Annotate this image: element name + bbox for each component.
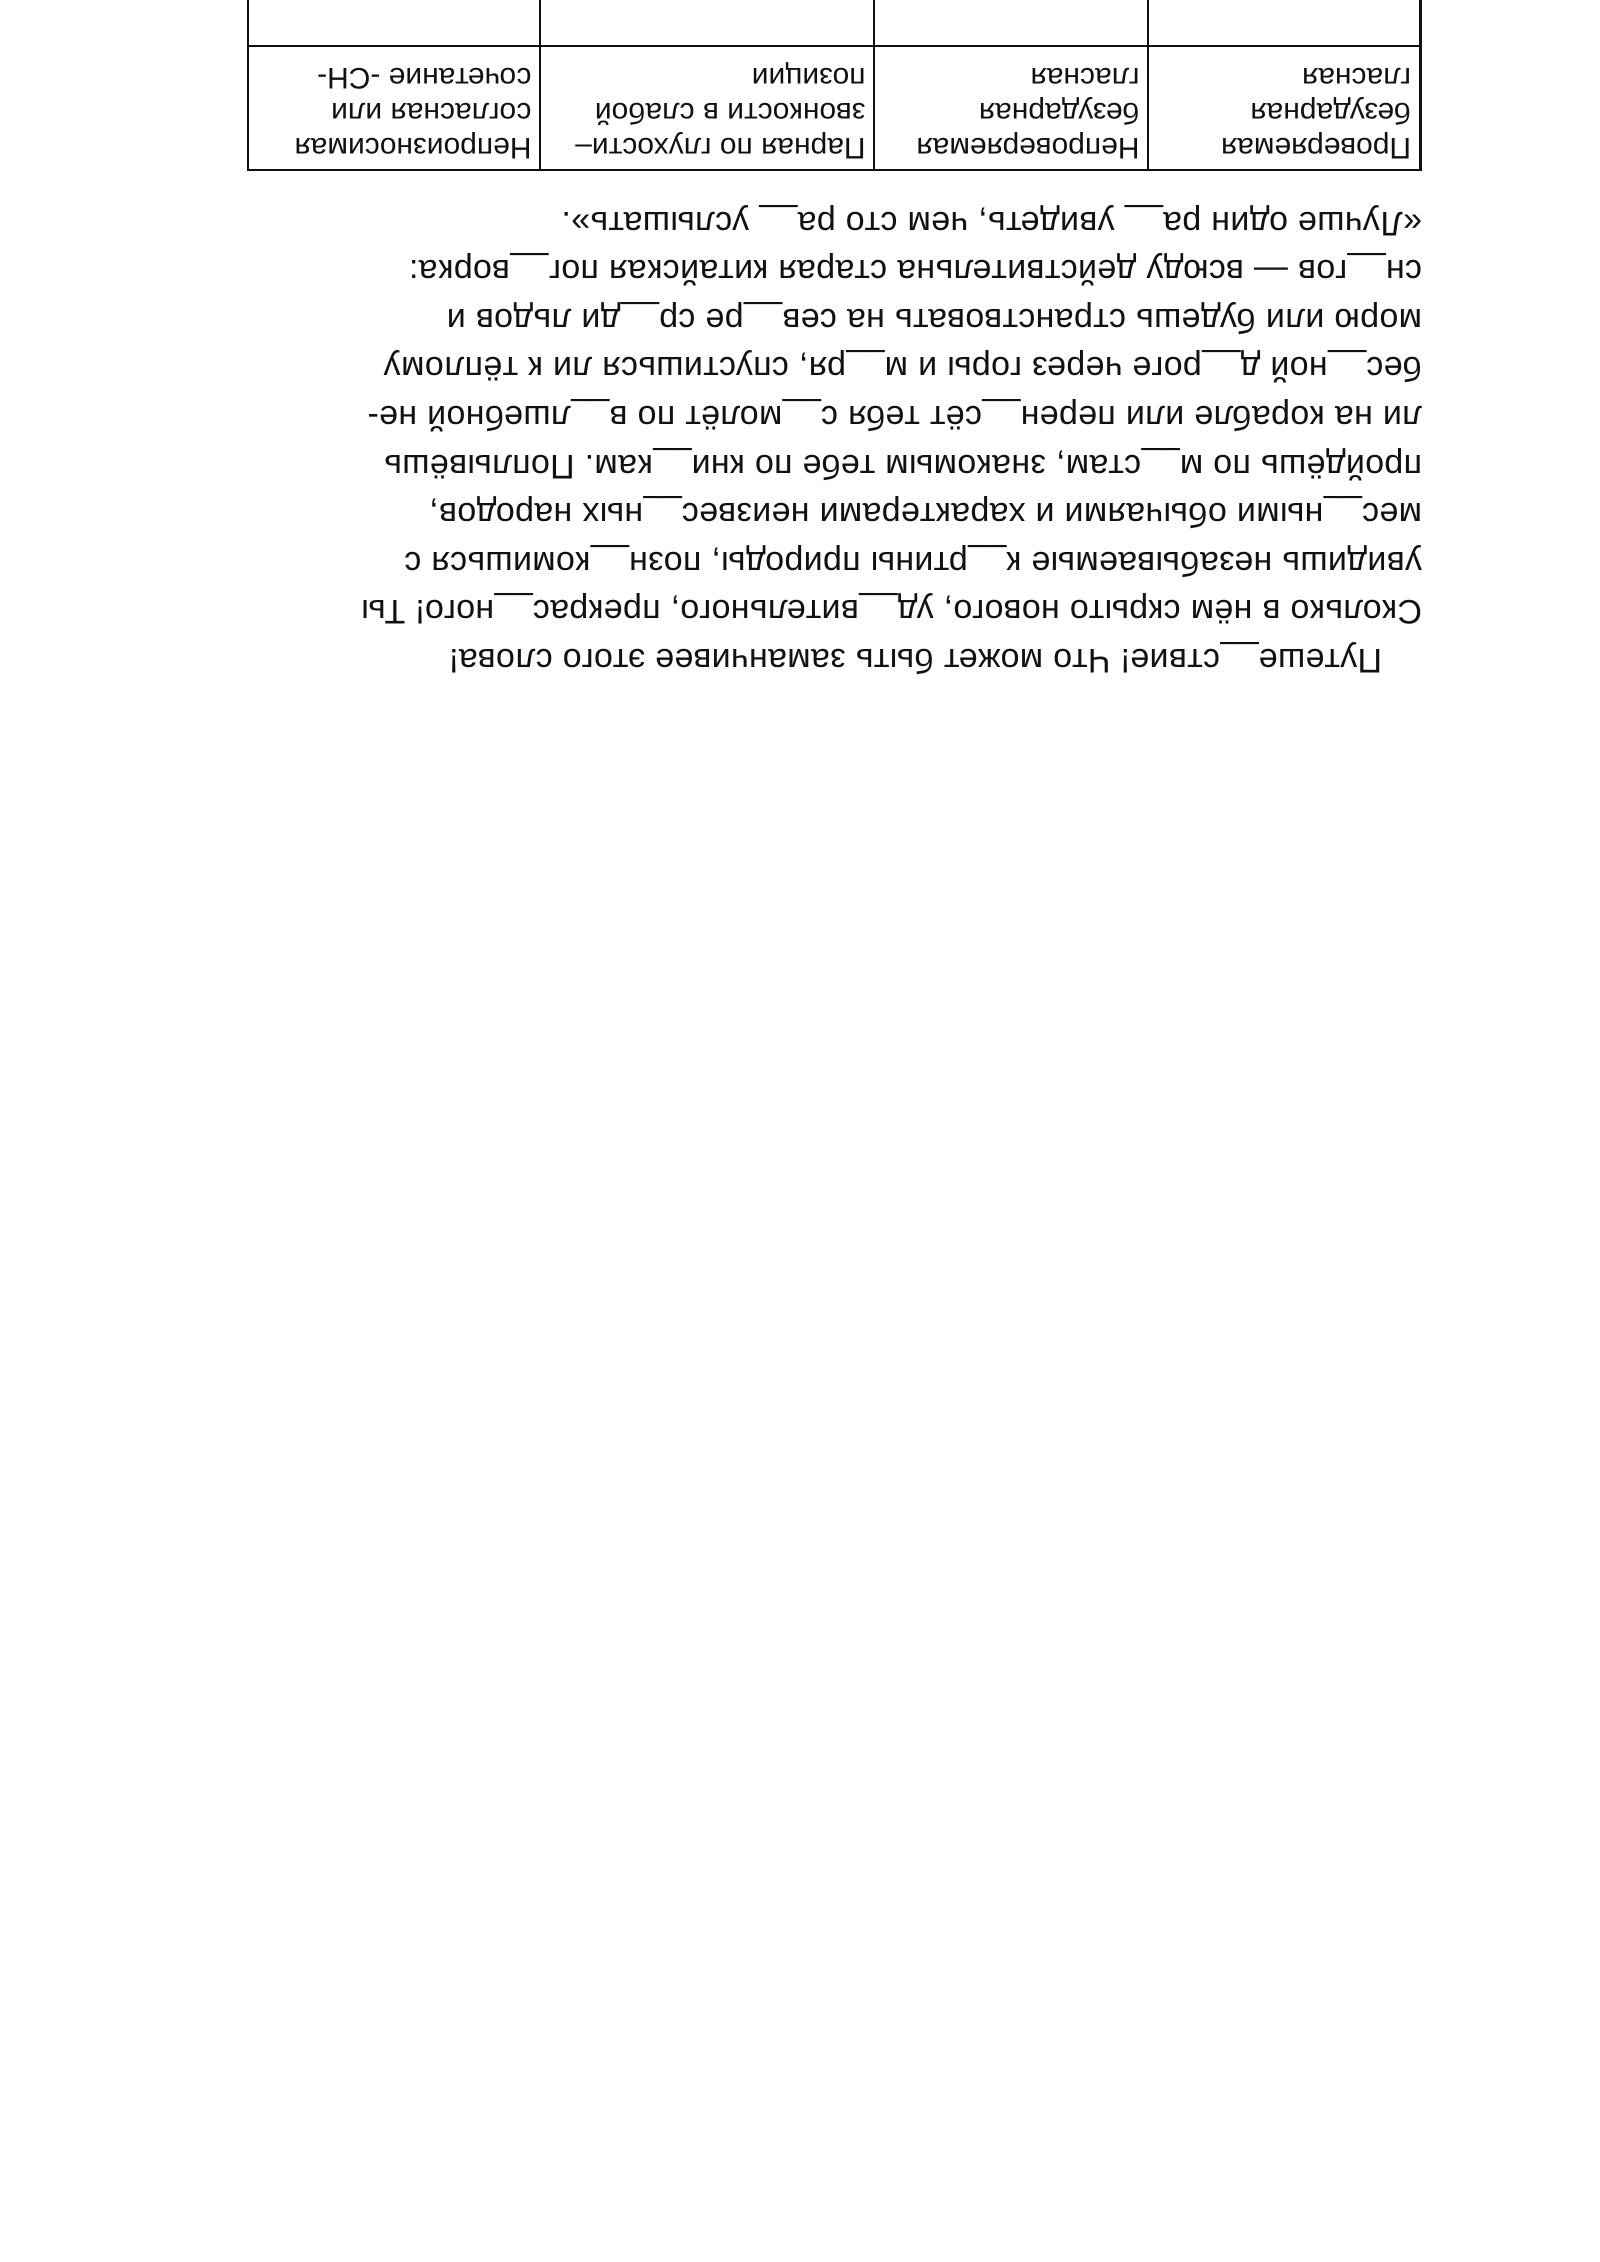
text-line-1: Путеше__ствие! Что может быть заманчивее этого слова! [448, 641, 1382, 679]
text-line-3: увидишь незабываемые к__ртины природы, позн__комишься с [404, 543, 1422, 582]
exercise-text [222, 198, 1422, 684]
column-header: Проверяемая безударная гласная [1149, 46, 1421, 170]
column-header: Парная по глухости– звонкости в слабой позиции [541, 46, 875, 170]
upside-down-page-content [222, 0, 1422, 684]
text-line-8: морю или будешь странствовать на сев__ре ср__ди льдов и [446, 300, 1422, 339]
text-line-2: Сколько в нём скрыто нового, уд__вительного, прекрас__ного! Ты [360, 592, 1422, 631]
text-line-10: «Лучше один ра__ увидеть, чем сто ра__ услышать». [561, 203, 1422, 242]
text-line-7: бес__ной д__роге через горы и м__ря, спустишься ли к тёплому [383, 349, 1422, 388]
spelling-classification-table [248, 0, 1423, 171]
table-cell [249, 0, 541, 46]
table-header-row [249, 46, 1421, 170]
table-cell [541, 0, 875, 46]
column-header: Непроизносимая согласная или сочетание -СН- [249, 46, 541, 170]
column-header: Непроверяемая безударная гласная [875, 46, 1149, 170]
table-body [249, 0, 1421, 46]
table-cell [875, 0, 1149, 46]
text-line-6: ли на корабле или перен__сёт тебя с__молёт по в__лшебной не- [367, 398, 1422, 437]
text-line-4: мес__ными обычаями и характерами неизвес__ных народов, [428, 495, 1422, 534]
table-cell [1149, 0, 1421, 46]
text-line-9: сн__гов — всюду действительна старая китайская пог__ворка: [408, 252, 1422, 291]
text-line-5: пройдёшь по м__стам, знакомым тебе по кни__кам. Поплывёшь [383, 446, 1422, 485]
table-row [249, 0, 1421, 46]
